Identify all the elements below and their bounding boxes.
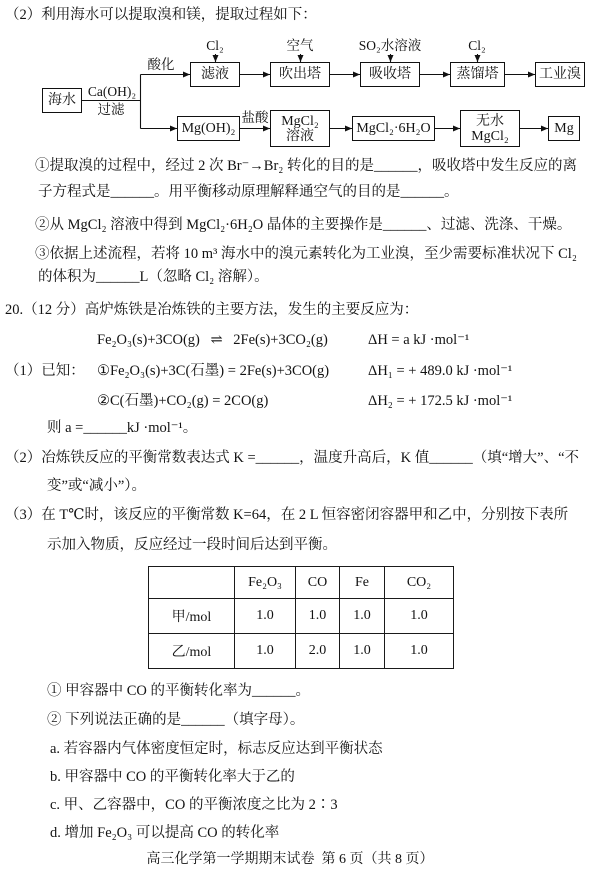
section-heading: （2）利用海水可以提取溴和镁，提取过程如下： (5, 7, 317, 23)
box-label: MgCl₂ (471, 128, 509, 144)
question-line: ①提取溴的过程中，经过 2 次 Br⁻→Br₂ 转化的目的是______，吸收塔中发生反应的离 (35, 158, 577, 174)
table-cell: 1.0 (296, 599, 340, 634)
box-label: MgCl₂·6H₂O (356, 121, 431, 136)
air-reagent-label: 空气 (286, 38, 314, 53)
magnesium-hydroxide-box (177, 116, 240, 141)
magnesium-chloride-solution-box (270, 110, 330, 147)
magnesium-box (548, 116, 580, 141)
seawater-box (42, 88, 82, 113)
main-reaction-enthalpy: ΔH = a kJ ·mol⁻¹ (368, 332, 470, 348)
answer-option-a: a. 若容器内气体密度恒定时，标志反应达到平衡状态 (50, 741, 383, 757)
table-cell: 2.0 (296, 634, 340, 669)
given-enthalpy-1: ΔH₁ = + 489.0 kJ ·mol⁻¹ (368, 363, 513, 379)
absorption-tower-box (360, 62, 420, 87)
part-3-question: ① 甲容器中 CO 的平衡转化率为______。 (47, 683, 311, 699)
part-1-ask: 则 a =______kJ ·mol⁻¹。 (47, 420, 198, 436)
magnesium-chloride-hexahydrate-box (352, 116, 435, 141)
blow-out-tower-box (270, 62, 330, 87)
main-reaction-equation: Fe₂O₃(s)+3CO(g) ⇌ 2Fe(s)+3CO₂(g) (97, 332, 328, 348)
filter-step-label: 过滤 (97, 102, 125, 117)
acidify-label: 酸化 (147, 57, 175, 72)
filtrate-box (190, 62, 240, 87)
table-row (149, 634, 454, 669)
table-cell: 1.0 (235, 599, 296, 634)
box-label: 吸收塔 (369, 67, 411, 82)
question-line: ②从 MgCl₂ 溶液中得到 MgCl₂·6H₂O 晶体的主要操作是______、过滤、洗涤、干燥。 (35, 217, 572, 233)
box-label: 溶液 (286, 128, 314, 144)
question-line: 子方程式是______。用平衡移动原理解释通空气的目的是______。 (38, 184, 459, 200)
box-label: 蒸馏塔 (456, 67, 499, 82)
table-corner-cell (149, 567, 235, 599)
part-3-intro-line: （3）在 T℃时，该反应的平衡常数 K=64，在 2 L 恒容密闭容器甲和乙中，分别按下表所 (5, 507, 569, 523)
column-header: CO₂ (385, 567, 454, 599)
box-label: 无水 (476, 113, 504, 129)
table-header-row (149, 567, 454, 599)
table-row (149, 599, 454, 634)
given-enthalpy-2: ΔH₂ = + 172.5 kJ ·mol⁻¹ (368, 393, 513, 409)
part-1-label: （1）已知： (5, 363, 85, 379)
distillation-tower-box (450, 62, 505, 87)
question-line: 的体积为______L（忽略 Cl₂ 溶解）。 (38, 269, 269, 285)
part-2-line: 变”或“减小”）。 (47, 478, 147, 494)
answer-option-d: d. 增加 Fe₂O₃ 可以提高 CO 的转化率 (50, 825, 280, 841)
box-label: 吹出塔 (279, 67, 321, 82)
column-header: CO (296, 567, 340, 599)
box-label: 工业溴 (539, 67, 581, 82)
industrial-bromine-box (535, 62, 585, 87)
box-label: 滤液 (201, 67, 229, 82)
chlorine-reagent-label: Cl₂ (206, 38, 224, 53)
filter-reagent-label: Ca(OH)₂ (87, 84, 137, 99)
row-label: 甲/mol (149, 599, 235, 634)
row-label: 乙/mol (149, 634, 235, 669)
part-3-question: ② 下列说法正确的是______（填字母）。 (47, 712, 305, 728)
box-label: Mg (554, 121, 574, 136)
extraction-flowchart (0, 0, 590, 160)
part-2-line: （2）冶炼铁反应的平衡常数表达式 K =______，温度升高后，K 值______（填“增大”、“不 (5, 450, 580, 466)
answer-option-c: c. 甲、乙容器中，CO 的平衡浓度之比为 2∶3 (50, 797, 338, 813)
chlorine-reagent-label-2: Cl₂ (468, 38, 486, 53)
anhydrous-magnesium-chloride-box (460, 110, 520, 147)
box-label: Mg(OH)₂ (181, 121, 236, 136)
column-header: Fe₂O₃ (235, 567, 296, 599)
column-header: Fe (340, 567, 385, 599)
initial-amounts-table (148, 566, 454, 669)
table-cell: 1.0 (385, 634, 454, 669)
so2-solution-reagent-label: SO₂水溶液 (358, 38, 422, 53)
hydrochloric-acid-label: 盐酸 (241, 110, 269, 125)
box-label: 海水 (48, 93, 76, 108)
part-3-intro-line: 示加入物质，反应经过一段时间后达到平衡。 (47, 537, 337, 553)
table-cell: 1.0 (340, 634, 385, 669)
box-label: MgCl₂ (281, 113, 319, 129)
table-cell: 1.0 (340, 599, 385, 634)
page-footer: 高三化学第一学期期末试卷 第 6 页（共 8 页） (146, 852, 434, 867)
question-20-heading: 20.（12 分）高炉炼铁是冶炼铁的主要方法，发生的主要反应为： (5, 302, 419, 318)
given-reaction-2: ②C(石墨)+CO₂(g) = 2CO(g) (97, 393, 269, 409)
question-line: ③依据上述流程，若将 10 m³ 海水中的溴元素转化为工业溴，至少需要标准状况下 Cl₂ (35, 246, 577, 262)
answer-option-b: b. 甲容器中 CO 的平衡转化率大于乙的 (50, 769, 295, 785)
given-reaction-1: ①Fe₂O₃(s)+3C(石墨) = 2Fe(s)+3CO(g) (97, 363, 330, 379)
table-cell: 1.0 (385, 599, 454, 634)
table-cell: 1.0 (235, 634, 296, 669)
